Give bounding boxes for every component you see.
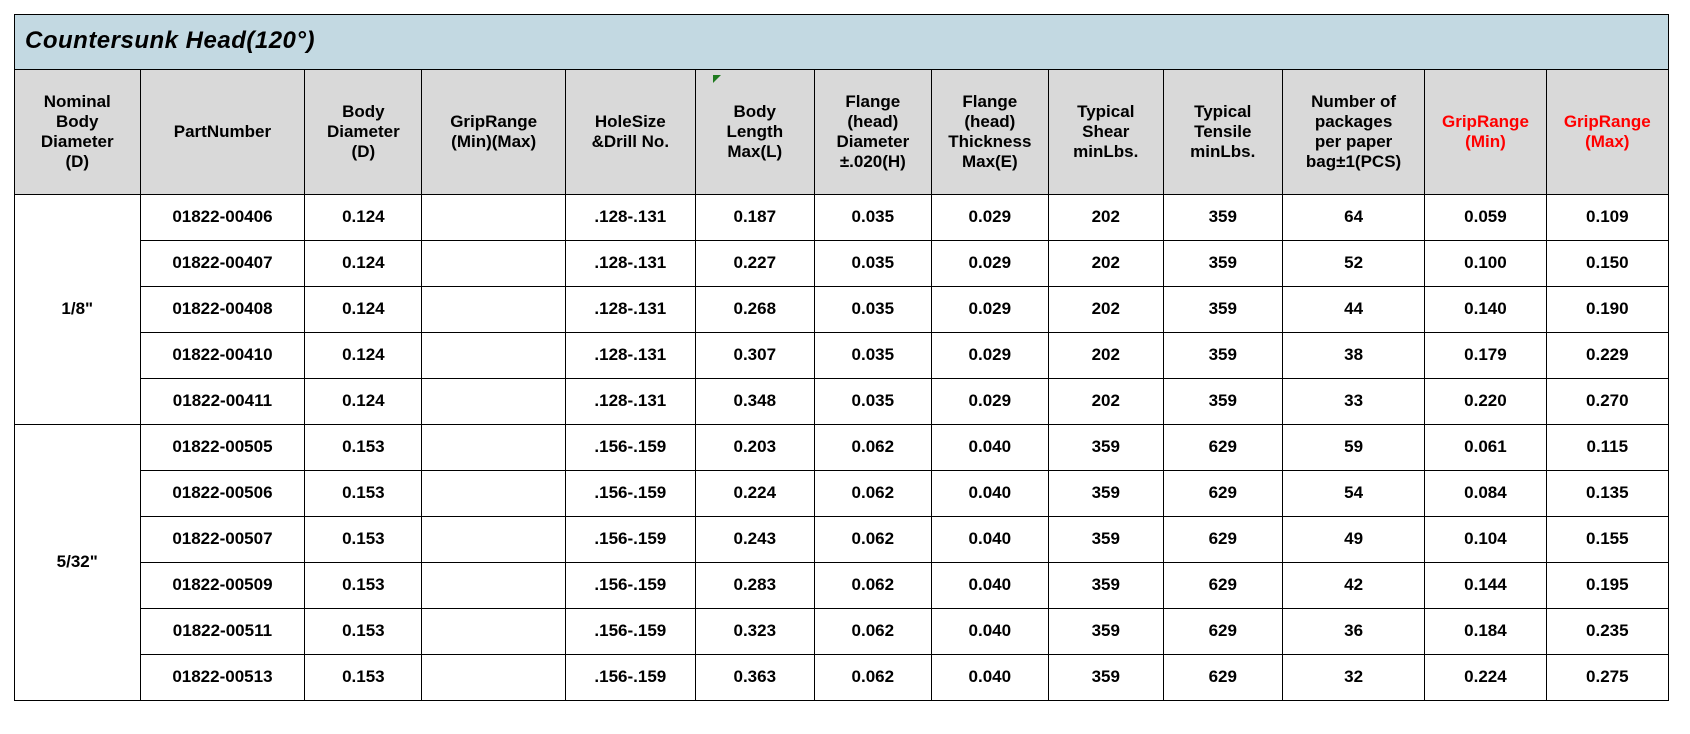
cell-grip-range-min-max	[422, 379, 566, 425]
cell-grip-range-max: 0.195	[1546, 563, 1668, 609]
cell-body-diameter: 0.153	[305, 471, 422, 517]
cell-body-length-max: 0.363	[695, 655, 814, 701]
cell-typical-tensile: 629	[1163, 517, 1282, 563]
cell-grip-range-min-max	[422, 609, 566, 655]
cell-part-number: 01822-00406	[140, 195, 305, 241]
column-header-line: (Max)	[1585, 132, 1630, 151]
cell-hole-size: .128-.131	[565, 379, 695, 425]
column-header-line: (Min)(Max)	[451, 132, 537, 151]
cell-typical-shear: 359	[1048, 425, 1163, 471]
cell-typical-shear: 202	[1048, 195, 1163, 241]
cell-packages-per-bag: 44	[1282, 287, 1425, 333]
column-header-line: Diameter	[836, 132, 910, 151]
cell-part-number: 01822-00509	[140, 563, 305, 609]
cell-grip-range-max: 0.150	[1546, 241, 1668, 287]
cell-typical-tensile: 359	[1163, 379, 1282, 425]
column-header-line: Shear	[1082, 121, 1130, 141]
column-header-grip-range-min-max	[422, 70, 566, 195]
cell-typical-tensile: 359	[1163, 287, 1282, 333]
cell-grip-range-min-max	[422, 333, 566, 379]
cell-body-diameter: 0.124	[305, 379, 422, 425]
cell-hole-size: .128-.131	[565, 241, 695, 287]
cell-body-length-max: 0.187	[695, 195, 814, 241]
column-header-line: minLbs.	[1190, 142, 1256, 162]
column-header-typical-tensile	[1163, 70, 1282, 195]
cell-hole-size: .156-.159	[565, 471, 695, 517]
cell-hole-size: .156-.159	[565, 563, 695, 609]
cell-body-diameter: 0.153	[305, 425, 422, 471]
cell-grip-range-max: 0.135	[1546, 471, 1668, 517]
cell-part-number: 01822-00410	[140, 333, 305, 379]
column-header-grip-range-max	[1546, 70, 1668, 195]
cell-part-number: 01822-00407	[140, 241, 305, 287]
column-header-line: Max(E)	[961, 152, 1018, 172]
cell-grip-range-min: 0.084	[1425, 471, 1546, 517]
cell-grip-range-min: 0.179	[1425, 333, 1546, 379]
column-header-line: Max(L)	[727, 142, 783, 162]
cell-flange-diameter: 0.035	[814, 241, 931, 287]
column-header-line: (head)	[964, 111, 1016, 131]
nominal-body-diameter-group: 5/32"	[15, 425, 141, 701]
table-row	[15, 425, 1669, 471]
cell-flange-thickness: 0.029	[931, 379, 1048, 425]
column-header-line: per paper	[1314, 132, 1393, 151]
cell-part-number: 01822-00411	[140, 379, 305, 425]
column-header-grip-range-min	[1425, 70, 1546, 195]
fastener-spec-table	[14, 14, 1669, 701]
column-header-hole-size-drill-no	[565, 70, 695, 195]
cell-typical-shear: 202	[1048, 287, 1163, 333]
cell-grip-range-min: 0.059	[1425, 195, 1546, 241]
table-header-row	[15, 70, 1669, 195]
column-header-line: Diameter	[326, 121, 400, 141]
cell-flange-diameter: 0.062	[814, 609, 931, 655]
column-header-line: Length	[726, 121, 784, 141]
column-header-line: (D)	[65, 152, 90, 172]
column-header-line: GripRange	[450, 111, 538, 131]
cell-typical-tensile: 629	[1163, 609, 1282, 655]
cell-grip-range-min: 0.140	[1425, 287, 1546, 333]
table-row	[15, 195, 1669, 241]
column-header-line: Typical	[1077, 101, 1135, 121]
table-row	[15, 287, 1669, 333]
column-header-line: Flange	[962, 91, 1018, 111]
cell-grip-range-min: 0.100	[1425, 241, 1546, 287]
cell-typical-shear: 359	[1048, 609, 1163, 655]
cell-grip-range-min: 0.061	[1425, 425, 1546, 471]
cell-flange-thickness: 0.040	[931, 563, 1048, 609]
cell-flange-thickness: 0.040	[931, 655, 1048, 701]
cell-flange-thickness: 0.040	[931, 471, 1048, 517]
cell-grip-range-max: 0.190	[1546, 287, 1668, 333]
table-row	[15, 517, 1669, 563]
column-header-typical-shear	[1048, 70, 1163, 195]
column-header-flange-head-thickness	[931, 70, 1048, 195]
cell-typical-shear: 359	[1048, 655, 1163, 701]
cell-flange-diameter: 0.062	[814, 471, 931, 517]
cell-flange-thickness: 0.029	[931, 287, 1048, 333]
table-row	[15, 655, 1669, 701]
cell-flange-thickness: 0.029	[931, 241, 1048, 287]
table-body	[15, 195, 1669, 701]
cell-part-number: 01822-00507	[140, 517, 305, 563]
cell-body-length-max: 0.323	[695, 609, 814, 655]
cell-typical-shear: 359	[1048, 563, 1163, 609]
cell-packages-per-bag: 33	[1282, 379, 1425, 425]
column-header-number-of-packages	[1282, 70, 1425, 195]
column-header-line: Body	[56, 111, 99, 131]
column-header-line: GripRange	[1563, 111, 1651, 131]
cell-body-length-max: 0.227	[695, 241, 814, 287]
column-header-line: Typical	[1194, 101, 1252, 121]
cell-comment-marker-icon	[713, 75, 721, 83]
cell-body-diameter: 0.124	[305, 195, 422, 241]
cell-typical-shear: 202	[1048, 333, 1163, 379]
cell-flange-thickness: 0.029	[931, 195, 1048, 241]
column-header-line: Nominal	[43, 91, 111, 111]
cell-flange-thickness: 0.040	[931, 425, 1048, 471]
cell-grip-range-min-max	[422, 563, 566, 609]
column-header-part-number	[140, 70, 305, 195]
cell-typical-tensile: 359	[1163, 241, 1282, 287]
column-header-flange-head-diameter	[814, 70, 931, 195]
column-header-line: Body	[733, 101, 777, 121]
column-header-body-diameter	[305, 70, 422, 195]
cell-body-diameter: 0.153	[305, 655, 422, 701]
cell-flange-diameter: 0.035	[814, 333, 931, 379]
cell-body-diameter: 0.124	[305, 241, 422, 287]
cell-packages-per-bag: 32	[1282, 655, 1425, 701]
cell-packages-per-bag: 42	[1282, 563, 1425, 609]
cell-grip-range-max: 0.235	[1546, 609, 1668, 655]
cell-grip-range-min-max	[422, 655, 566, 701]
cell-grip-range-min-max	[422, 517, 566, 563]
cell-body-length-max: 0.268	[695, 287, 814, 333]
cell-flange-diameter: 0.035	[814, 379, 931, 425]
column-header-line: HoleSize	[594, 111, 666, 131]
column-header-line: Thickness	[948, 132, 1032, 151]
cell-grip-range-max: 0.109	[1546, 195, 1668, 241]
column-header-line: (Min)	[1465, 132, 1506, 151]
column-header-line: Number of	[1311, 91, 1397, 111]
cell-typical-tensile: 629	[1163, 655, 1282, 701]
cell-flange-thickness: 0.040	[931, 517, 1048, 563]
table-row	[15, 379, 1669, 425]
cell-hole-size: .128-.131	[565, 195, 695, 241]
column-header-nominal-body-diameter	[15, 70, 141, 195]
column-header-line: ±.020(H)	[839, 152, 906, 172]
spec-sheet	[14, 14, 1674, 701]
table-title-row	[15, 15, 1669, 70]
cell-packages-per-bag: 49	[1282, 517, 1425, 563]
cell-hole-size: .156-.159	[565, 425, 695, 471]
table-row	[15, 563, 1669, 609]
cell-part-number: 01822-00513	[140, 655, 305, 701]
cell-packages-per-bag: 36	[1282, 609, 1425, 655]
column-header-line: PartNumber	[173, 121, 272, 141]
cell-body-diameter: 0.124	[305, 287, 422, 333]
table-row	[15, 333, 1669, 379]
cell-grip-range-max: 0.229	[1546, 333, 1668, 379]
cell-typical-tensile: 629	[1163, 471, 1282, 517]
cell-body-diameter: 0.124	[305, 333, 422, 379]
table-row	[15, 241, 1669, 287]
cell-grip-range-min-max	[422, 195, 566, 241]
cell-grip-range-min: 0.184	[1425, 609, 1546, 655]
cell-body-diameter: 0.153	[305, 609, 422, 655]
cell-part-number: 01822-00505	[140, 425, 305, 471]
cell-grip-range-min: 0.144	[1425, 563, 1546, 609]
column-header-line: minLbs.	[1073, 142, 1139, 162]
cell-grip-range-min: 0.220	[1425, 379, 1546, 425]
cell-flange-diameter: 0.062	[814, 655, 931, 701]
page-title: Countersunk Head(120°)	[15, 15, 1669, 70]
cell-grip-range-max: 0.275	[1546, 655, 1668, 701]
cell-body-length-max: 0.224	[695, 471, 814, 517]
cell-flange-thickness: 0.029	[931, 333, 1048, 379]
nominal-body-diameter-group: 1/8"	[15, 195, 141, 425]
column-header-line: &Drill No.	[591, 132, 670, 151]
cell-body-length-max: 0.243	[695, 517, 814, 563]
cell-grip-range-max: 0.270	[1546, 379, 1668, 425]
cell-hole-size: .156-.159	[565, 517, 695, 563]
cell-body-length-max: 0.307	[695, 333, 814, 379]
column-header-line: (D)	[351, 142, 376, 162]
column-header-line: Tensile	[1194, 121, 1252, 141]
table-row	[15, 471, 1669, 517]
column-header-line: GripRange	[1442, 111, 1529, 131]
column-header-line: Flange	[845, 91, 901, 111]
cell-hole-size: .128-.131	[565, 287, 695, 333]
cell-body-length-max: 0.203	[695, 425, 814, 471]
cell-body-diameter: 0.153	[305, 563, 422, 609]
table-row	[15, 609, 1669, 655]
cell-packages-per-bag: 64	[1282, 195, 1425, 241]
cell-typical-tensile: 629	[1163, 425, 1282, 471]
cell-hole-size: .156-.159	[565, 609, 695, 655]
cell-body-length-max: 0.283	[695, 563, 814, 609]
column-header-line: (head)	[847, 111, 899, 131]
cell-packages-per-bag: 54	[1282, 471, 1425, 517]
cell-typical-tensile: 359	[1163, 195, 1282, 241]
cell-flange-thickness: 0.040	[931, 609, 1048, 655]
cell-packages-per-bag: 59	[1282, 425, 1425, 471]
cell-flange-diameter: 0.062	[814, 563, 931, 609]
cell-grip-range-min: 0.104	[1425, 517, 1546, 563]
cell-part-number: 01822-00408	[140, 287, 305, 333]
column-header-line: Body	[342, 101, 385, 121]
cell-body-diameter: 0.153	[305, 517, 422, 563]
cell-typical-shear: 359	[1048, 517, 1163, 563]
column-header-line: packages	[1314, 111, 1393, 131]
cell-typical-tensile: 359	[1163, 333, 1282, 379]
cell-grip-range-max: 0.115	[1546, 425, 1668, 471]
cell-grip-range-min-max	[422, 425, 566, 471]
cell-packages-per-bag: 52	[1282, 241, 1425, 287]
cell-hole-size: .128-.131	[565, 333, 695, 379]
cell-typical-tensile: 629	[1163, 563, 1282, 609]
cell-typical-shear: 202	[1048, 379, 1163, 425]
cell-packages-per-bag: 38	[1282, 333, 1425, 379]
cell-grip-range-min-max	[422, 471, 566, 517]
column-header-line: bag±1(PCS)	[1305, 152, 1402, 172]
cell-flange-diameter: 0.062	[814, 425, 931, 471]
cell-hole-size: .156-.159	[565, 655, 695, 701]
column-header-body-length-max	[695, 70, 814, 195]
cell-flange-diameter: 0.035	[814, 195, 931, 241]
cell-flange-diameter: 0.035	[814, 287, 931, 333]
column-header-line: Diameter	[40, 132, 114, 151]
cell-grip-range-min-max	[422, 241, 566, 287]
cell-flange-diameter: 0.062	[814, 517, 931, 563]
cell-part-number: 01822-00506	[140, 471, 305, 517]
cell-typical-shear: 359	[1048, 471, 1163, 517]
cell-typical-shear: 202	[1048, 241, 1163, 287]
cell-grip-range-min-max	[422, 287, 566, 333]
cell-part-number: 01822-00511	[140, 609, 305, 655]
cell-body-length-max: 0.348	[695, 379, 814, 425]
cell-grip-range-min: 0.224	[1425, 655, 1546, 701]
cell-grip-range-max: 0.155	[1546, 517, 1668, 563]
